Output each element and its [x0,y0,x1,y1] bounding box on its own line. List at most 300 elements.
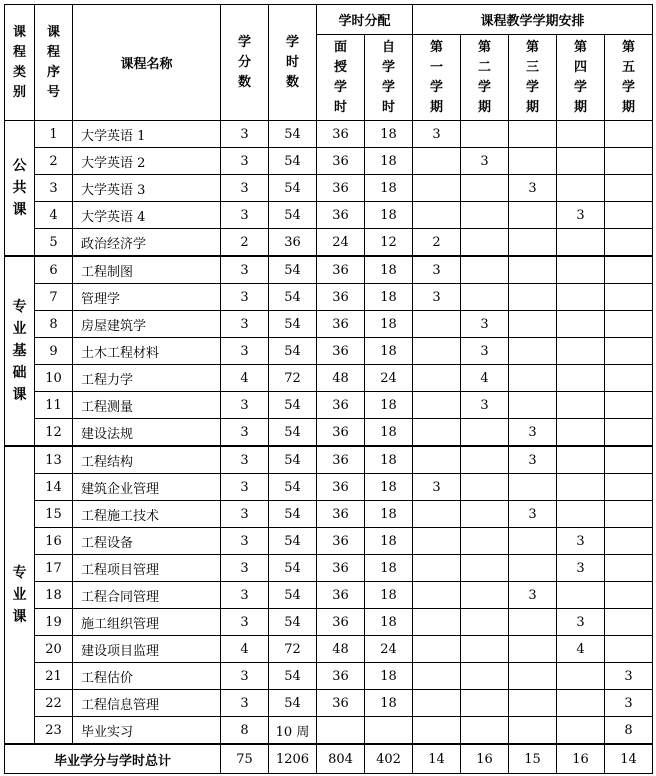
table-row [5,582,653,609]
course-hours: 54 [269,311,317,338]
course-credit: 4 [221,636,269,663]
header-semester-5: 第 五 学 期 [605,35,653,121]
course-semester-4 [557,284,605,311]
course-semester-1 [413,392,461,419]
course-lecture: 36 [317,690,365,717]
course-self-study: 18 [365,419,413,447]
table-row [5,419,653,447]
course-credit: 4 [221,365,269,392]
course-semester-5 [605,256,653,284]
course-seq: 18 [35,582,73,609]
total-semester-1: 14 [413,744,461,774]
course-lecture: 36 [317,419,365,447]
course-name: 建设法规 [73,419,221,447]
table-row [5,338,653,365]
course-self-study [365,717,413,745]
course-hours: 54 [269,392,317,419]
course-credit: 3 [221,690,269,717]
course-semester-1 [413,202,461,229]
course-credit: 3 [221,446,269,474]
course-credit: 3 [221,528,269,555]
course-semester-4 [557,446,605,474]
course-self-study: 18 [365,555,413,582]
course-semester-1 [413,446,461,474]
course-semester-3 [509,338,557,365]
course-seq: 22 [35,690,73,717]
course-semester-3 [509,229,557,257]
course-seq: 1 [35,121,73,148]
course-semester-2 [461,474,509,501]
course-semester-1 [413,175,461,202]
course-hours: 54 [269,528,317,555]
course-hours: 10 周 [269,717,317,745]
course-hours: 54 [269,609,317,636]
table-row [5,175,653,202]
course-semester-4: 3 [557,609,605,636]
course-semester-2 [461,717,509,745]
course-seq: 9 [35,338,73,365]
table-row [5,474,653,501]
course-self-study: 24 [365,365,413,392]
table-row [5,717,653,745]
course-semester-5 [605,582,653,609]
course-hours: 54 [269,582,317,609]
table-row [5,365,653,392]
course-lecture: 36 [317,528,365,555]
total-semester-4: 16 [557,744,605,774]
course-semester-2 [461,528,509,555]
course-schedule-table [4,4,653,774]
course-hours: 54 [269,121,317,148]
course-semester-4 [557,256,605,284]
course-lecture: 36 [317,175,365,202]
course-seq: 6 [35,256,73,284]
course-name: 工程力学 [73,365,221,392]
course-name: 工程合同管理 [73,582,221,609]
course-seq: 10 [35,365,73,392]
course-self-study: 18 [365,663,413,690]
header-semester-2: 第 二 学 期 [461,35,509,121]
course-credit: 3 [221,555,269,582]
course-lecture: 48 [317,365,365,392]
course-semester-4 [557,365,605,392]
course-semester-1 [413,609,461,636]
course-semester-1 [413,555,461,582]
course-name: 管理学 [73,284,221,311]
course-semester-2 [461,229,509,257]
header-semester-3: 第 三 学 期 [509,35,557,121]
course-semester-1: 3 [413,474,461,501]
course-semester-3 [509,528,557,555]
course-self-study: 18 [365,501,413,528]
course-semester-4 [557,175,605,202]
table-row [5,663,653,690]
course-semester-1: 3 [413,121,461,148]
course-name: 建筑企业管理 [73,474,221,501]
course-name: 工程测量 [73,392,221,419]
course-semester-1: 3 [413,284,461,311]
course-hours: 54 [269,555,317,582]
course-semester-3: 3 [509,582,557,609]
course-self-study: 18 [365,338,413,365]
course-hours: 54 [269,256,317,284]
course-seq: 23 [35,717,73,745]
course-semester-3 [509,609,557,636]
course-semester-3 [509,148,557,175]
header-semester-4: 第 四 学 期 [557,35,605,121]
course-semester-5 [605,311,653,338]
course-credit: 3 [221,419,269,447]
table-row [5,528,653,555]
course-lecture: 36 [317,474,365,501]
course-semester-4 [557,419,605,447]
total-row [5,744,653,774]
table-row [5,690,653,717]
course-hours: 36 [269,229,317,257]
course-semester-4 [557,311,605,338]
course-semester-4 [557,392,605,419]
course-semester-2 [461,284,509,311]
course-semester-4 [557,582,605,609]
course-credit: 3 [221,501,269,528]
course-name: 大学英语 3 [73,175,221,202]
course-semester-1 [413,365,461,392]
total-lecture: 804 [317,744,365,774]
total-credit: 75 [221,744,269,774]
course-self-study: 18 [365,446,413,474]
course-hours: 54 [269,474,317,501]
header-hours-alloc: 学时分配 [317,5,413,35]
course-semester-1 [413,148,461,175]
course-semester-2: 3 [461,392,509,419]
course-self-study: 18 [365,202,413,229]
course-semester-3: 3 [509,446,557,474]
course-credit: 8 [221,717,269,745]
course-lecture: 36 [317,609,365,636]
category-label: 专 业 基 础 课 [5,256,35,446]
course-seq: 3 [35,175,73,202]
course-lecture: 36 [317,121,365,148]
table-row [5,148,653,175]
course-name: 大学英语 2 [73,148,221,175]
course-semester-3 [509,284,557,311]
table-row [5,392,653,419]
course-name: 施工组织管理 [73,609,221,636]
course-name: 建设项目监理 [73,636,221,663]
course-semester-5: 3 [605,690,653,717]
course-semester-5 [605,609,653,636]
course-semester-4: 3 [557,555,605,582]
course-name: 工程制图 [73,256,221,284]
course-semester-5 [605,501,653,528]
course-semester-1 [413,419,461,447]
course-semester-2 [461,446,509,474]
course-credit: 3 [221,474,269,501]
category-label: 公 共 课 [5,121,35,257]
course-semester-4 [557,121,605,148]
header-lecture: 面 授 学 时 [317,35,365,121]
course-semester-2: 3 [461,338,509,365]
course-hours: 54 [269,284,317,311]
course-hours: 54 [269,148,317,175]
course-semester-4 [557,148,605,175]
course-semester-5 [605,392,653,419]
course-name: 工程结构 [73,446,221,474]
header-self-study: 自 学 学 时 [365,35,413,121]
course-seq: 8 [35,311,73,338]
course-name: 工程设备 [73,528,221,555]
course-semester-4 [557,338,605,365]
course-seq: 15 [35,501,73,528]
course-semester-5: 8 [605,717,653,745]
course-semester-3 [509,365,557,392]
course-semester-5 [605,419,653,447]
course-semester-3 [509,202,557,229]
course-seq: 21 [35,663,73,690]
course-semester-1: 3 [413,256,461,284]
course-semester-1 [413,717,461,745]
course-semester-2 [461,121,509,148]
course-semester-4: 3 [557,202,605,229]
course-semester-5: 3 [605,663,653,690]
course-credit: 3 [221,256,269,284]
course-semester-4 [557,474,605,501]
course-lecture: 36 [317,311,365,338]
course-lecture: 36 [317,446,365,474]
course-lecture: 36 [317,256,365,284]
course-semester-1 [413,501,461,528]
course-semester-2 [461,202,509,229]
course-credit: 3 [221,338,269,365]
course-semester-4 [557,663,605,690]
course-semester-5 [605,338,653,365]
course-semester-3 [509,392,557,419]
course-self-study: 18 [365,121,413,148]
header-seq: 课 程 序 号 [35,5,73,121]
course-lecture: 36 [317,392,365,419]
course-credit: 3 [221,582,269,609]
course-credit: 3 [221,609,269,636]
course-lecture: 36 [317,284,365,311]
course-hours: 72 [269,365,317,392]
course-name: 工程施工技术 [73,501,221,528]
table-row [5,636,653,663]
table-row [5,121,653,148]
course-lecture: 36 [317,338,365,365]
course-hours: 54 [269,419,317,447]
table-row [5,501,653,528]
course-semester-5 [605,148,653,175]
course-lecture: 36 [317,202,365,229]
course-semester-3 [509,474,557,501]
course-lecture: 24 [317,229,365,257]
course-semester-2: 3 [461,311,509,338]
course-seq: 4 [35,202,73,229]
course-self-study: 18 [365,284,413,311]
course-self-study: 12 [365,229,413,257]
course-semester-4 [557,501,605,528]
course-seq: 16 [35,528,73,555]
course-semester-5 [605,528,653,555]
course-semester-2 [461,555,509,582]
course-semester-4: 4 [557,636,605,663]
course-self-study: 18 [365,582,413,609]
course-credit: 3 [221,392,269,419]
course-seq: 20 [35,636,73,663]
course-semester-3 [509,636,557,663]
course-credit: 3 [221,202,269,229]
course-semester-1 [413,636,461,663]
course-semester-3: 3 [509,501,557,528]
course-semester-5 [605,555,653,582]
course-semester-2 [461,636,509,663]
course-semester-5 [605,121,653,148]
course-lecture: 48 [317,636,365,663]
course-semester-5 [605,229,653,257]
course-self-study: 18 [365,690,413,717]
course-credit: 3 [221,148,269,175]
course-semester-5 [605,474,653,501]
course-semester-2 [461,419,509,447]
course-semester-5 [605,175,653,202]
course-self-study: 18 [365,311,413,338]
table-row [5,446,653,474]
header-category: 课 程 类 别 [5,5,35,121]
course-semester-3 [509,555,557,582]
course-self-study: 18 [365,474,413,501]
course-lecture: 36 [317,501,365,528]
course-semester-2 [461,690,509,717]
course-semester-5 [605,446,653,474]
course-semester-5 [605,365,653,392]
course-lecture: 36 [317,148,365,175]
course-semester-3 [509,717,557,745]
table-row [5,202,653,229]
course-self-study: 18 [365,528,413,555]
course-hours: 54 [269,202,317,229]
course-hours: 54 [269,446,317,474]
course-seq: 2 [35,148,73,175]
course-semester-3: 3 [509,419,557,447]
course-semester-3 [509,311,557,338]
course-seq: 5 [35,229,73,257]
course-seq: 19 [35,609,73,636]
header-credit: 学 分 数 [221,5,269,121]
course-self-study: 18 [365,256,413,284]
course-self-study: 18 [365,148,413,175]
course-semester-3 [509,690,557,717]
table-row [5,311,653,338]
course-hours: 54 [269,663,317,690]
table-row [5,555,653,582]
total-semester-5: 14 [605,744,653,774]
course-name: 大学英语 1 [73,121,221,148]
course-semester-3: 3 [509,175,557,202]
course-semester-2 [461,663,509,690]
course-semester-2 [461,609,509,636]
course-semester-2 [461,256,509,284]
course-semester-4 [557,229,605,257]
category-label: 专 业 课 [5,446,35,744]
course-seq: 11 [35,392,73,419]
total-semester-3: 15 [509,744,557,774]
header-name: 课程名称 [73,5,221,121]
total-hours: 1206 [269,744,317,774]
course-semester-1 [413,338,461,365]
course-semester-5 [605,636,653,663]
course-credit: 3 [221,284,269,311]
course-seq: 12 [35,419,73,447]
course-hours: 54 [269,690,317,717]
course-hours: 54 [269,501,317,528]
course-semester-1 [413,528,461,555]
course-semester-3 [509,121,557,148]
course-name: 工程信息管理 [73,690,221,717]
course-semester-3 [509,256,557,284]
course-lecture: 36 [317,582,365,609]
header-semester-1: 第 一 学 期 [413,35,461,121]
course-semester-2 [461,501,509,528]
course-semester-1 [413,311,461,338]
course-self-study: 24 [365,636,413,663]
course-credit: 2 [221,229,269,257]
course-semester-1: 2 [413,229,461,257]
course-lecture [317,717,365,745]
table-row [5,256,653,284]
course-name: 工程估价 [73,663,221,690]
course-seq: 14 [35,474,73,501]
course-hours: 54 [269,338,317,365]
course-semester-1 [413,690,461,717]
course-credit: 3 [221,311,269,338]
course-semester-2: 3 [461,148,509,175]
total-semester-2: 16 [461,744,509,774]
course-semester-3 [509,663,557,690]
course-self-study: 18 [365,175,413,202]
total-label: 毕业学分与学时总计 [5,744,221,774]
table-row [5,609,653,636]
course-seq: 17 [35,555,73,582]
header-hours: 学 时 数 [269,5,317,121]
total-self-study: 402 [365,744,413,774]
course-semester-2 [461,175,509,202]
course-name: 大学英语 4 [73,202,221,229]
course-semester-1 [413,663,461,690]
course-credit: 3 [221,175,269,202]
course-semester-2 [461,582,509,609]
course-rows [5,121,653,745]
course-semester-5 [605,202,653,229]
course-lecture: 36 [317,663,365,690]
table-row [5,229,653,257]
course-credit: 3 [221,121,269,148]
course-name: 工程项目管理 [73,555,221,582]
course-semester-2: 4 [461,365,509,392]
table-row [5,284,653,311]
course-credit: 3 [221,663,269,690]
course-hours: 54 [269,175,317,202]
course-hours: 72 [269,636,317,663]
course-semester-4 [557,690,605,717]
course-name: 房屋建筑学 [73,311,221,338]
course-name: 毕业实习 [73,717,221,745]
course-name: 政治经济学 [73,229,221,257]
course-self-study: 18 [365,392,413,419]
course-semester-4 [557,717,605,745]
course-self-study: 18 [365,609,413,636]
course-semester-4: 3 [557,528,605,555]
course-seq: 13 [35,446,73,474]
